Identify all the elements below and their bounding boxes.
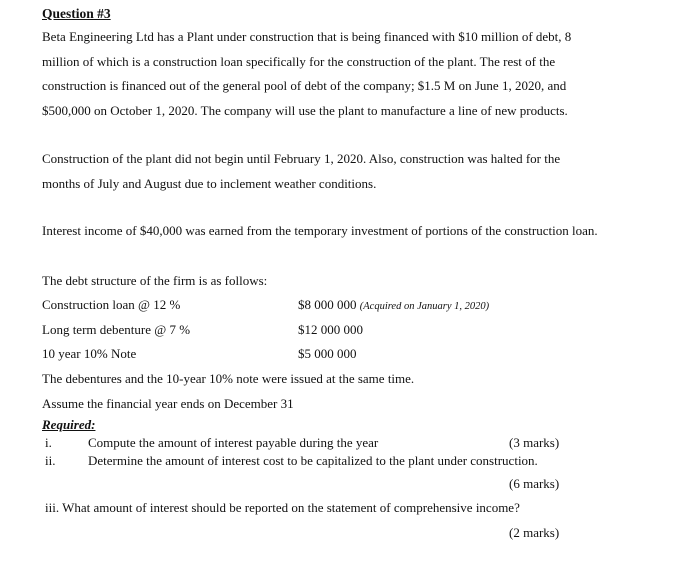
question-number: ii.: [45, 453, 56, 468]
debt-amount-note: [298, 346, 357, 362]
question-marks: (3 marks): [509, 435, 560, 450]
debt-amount-debenture: [298, 322, 363, 338]
question-text: Determine the amount of interest cost to be capitalized to the plant under construction.: [88, 453, 538, 468]
question-iii: [45, 500, 520, 516]
statement-year-end: Assume the financial year ends on December 31: [42, 396, 294, 411]
debt-label: Construction loan @ 12 %: [42, 297, 181, 312]
debt-amount: $12 000 000: [298, 322, 363, 337]
statement-issued: The debentures and the 10-year 10% note were issued at the same time.: [42, 371, 415, 386]
debt-row-construction: [42, 297, 180, 313]
paragraph-line: $500,000 on October 1, 2020. The company will use the plant to manufacture a line of new products.: [42, 102, 568, 118]
paragraph-line: Construction of the plant did not begin until February 1, 2020. Also, construction was halted for the: [42, 151, 561, 166]
debt-label: 10 year 10% Note: [42, 346, 137, 361]
question-marks: (6 marks): [509, 476, 560, 491]
required-label: Required:: [42, 417, 96, 432]
paragraph-line: Beta Engineering Ltd has a Plant under construction that is being financed with $10 million of debt, 8: [42, 29, 572, 44]
question-title: Question #3: [42, 6, 111, 21]
debt-row-debenture: [42, 322, 190, 338]
debt-row-note: [42, 346, 136, 362]
debt-amount-construction: [298, 297, 489, 313]
debt-label: Long term debenture @ 7 %: [42, 322, 191, 337]
debt-amount: $8 000 000: [298, 297, 357, 312]
question-marks: (2 marks): [509, 525, 560, 540]
question-number: iii.: [45, 500, 60, 515]
debt-amount: $5 000 000: [298, 346, 357, 361]
paragraph-construction: [42, 147, 560, 196]
paragraph-line: million of which is a construction loan specifically for the construction of the plant. The rest of the: [42, 53, 556, 69]
paragraph-financing: [42, 25, 571, 123]
paragraph-line: construction is financed out of the general pool of debt of the company; $1.5 M on June 1, 2020, and: [42, 78, 567, 93]
paragraph-interest-income: Interest income of $40,000 was earned from the temporary investment of portions of the construction loan.: [42, 223, 598, 238]
question-number: i.: [45, 435, 52, 450]
question-text: What amount of interest should be reported on the statement of comprehensive income?: [62, 500, 520, 515]
question-text: Compute the amount of interest payable during the year: [88, 435, 379, 450]
debt-note: (Acquired on January 1, 2020): [359, 301, 490, 312]
debt-intro: The debt structure of the firm is as follows:: [42, 273, 268, 288]
paragraph-line: months of July and August due to inclement weather conditions.: [42, 175, 377, 191]
